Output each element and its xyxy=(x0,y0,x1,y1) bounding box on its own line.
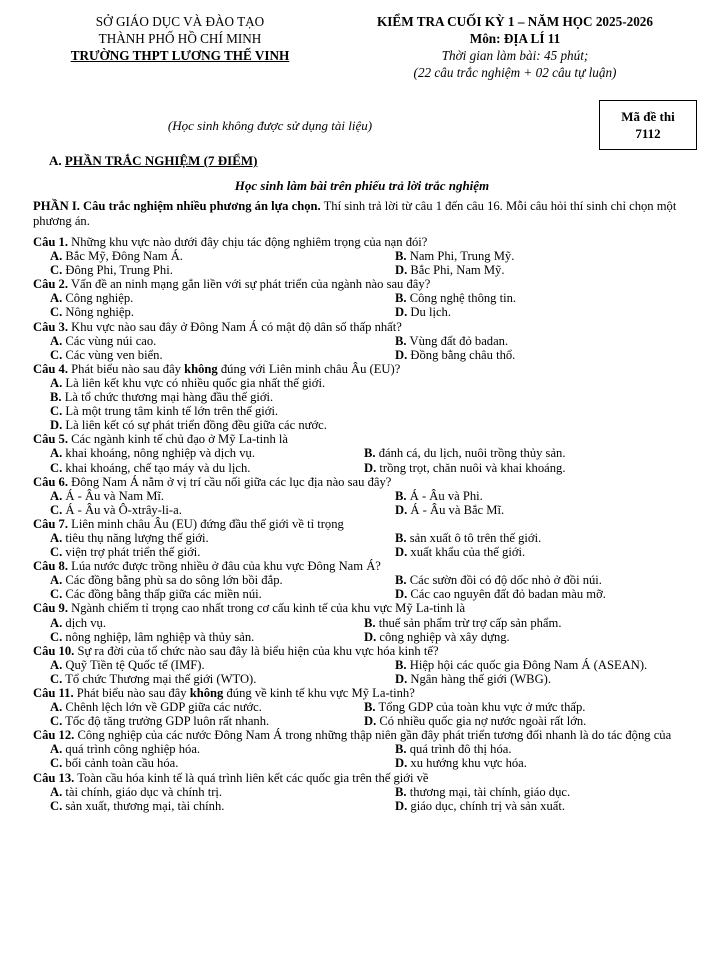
option-text: xu hướng khu vực hóa. xyxy=(410,756,527,771)
option-a xyxy=(33,616,347,630)
section-prefix: A. xyxy=(49,153,65,168)
question-stem xyxy=(33,559,698,573)
exam-title: KIỂM TRA CUỐI KỲ 1 – NĂM HỌC 2025-2026 xyxy=(377,14,653,29)
option-text: Đồng bằng châu thổ. xyxy=(410,347,516,362)
option-b xyxy=(347,616,561,630)
question-number: Câu 6. xyxy=(33,474,68,489)
option-letter: A. xyxy=(50,573,63,588)
option-d xyxy=(378,305,451,319)
option-letter: A. xyxy=(50,530,63,545)
option-text: giáo dục, chính trị và sản xuất. xyxy=(410,798,565,813)
option-letter: B. xyxy=(395,488,407,503)
option-letter: C. xyxy=(50,671,63,686)
option-d xyxy=(378,799,565,813)
question-5 xyxy=(33,432,698,474)
part-one-intro xyxy=(33,199,693,228)
question-emphasis: không xyxy=(189,686,224,700)
option-text: Công nghệ thông tin. xyxy=(409,291,517,306)
question-number: Câu 10. xyxy=(33,643,75,658)
option-b xyxy=(378,573,602,587)
option-letter: C. xyxy=(50,629,63,644)
option-d xyxy=(378,263,505,277)
no-materials-note: (Học sinh không được sử dụng tài liệu) xyxy=(167,118,373,133)
option-text: thương mại, tài chính, giáo dục. xyxy=(409,784,571,799)
option-letter: D. xyxy=(395,545,408,560)
question-stem xyxy=(33,771,698,785)
question-stem xyxy=(33,277,698,291)
option-letter: B. xyxy=(364,700,376,715)
question-emphasis: không xyxy=(184,361,218,376)
option-letter: A. xyxy=(50,249,63,264)
option-letter: A. xyxy=(50,615,63,630)
option-text: Quỹ Tiền tệ Quốc tế (IMF). xyxy=(65,657,205,672)
option-letter: B. xyxy=(364,446,376,461)
option-text: Là liên kết có sự phát triển đồng đều giữa các nước. xyxy=(65,418,327,433)
question-number: Câu 1. xyxy=(33,235,68,249)
option-b xyxy=(378,742,512,756)
option-text: Tổng GDP của toàn khu vực ở mức thấp. xyxy=(378,700,586,715)
question-10 xyxy=(33,644,698,686)
option-b xyxy=(378,334,508,348)
option-letter: C. xyxy=(50,404,63,419)
option-text: Á - Âu và Bắc Mĩ. xyxy=(410,502,505,517)
option-text: Du lịch. xyxy=(410,305,451,320)
option-text: khai khoáng, nông nghiệp và dịch vụ. xyxy=(65,446,255,461)
question-7 xyxy=(33,517,698,559)
option-text: viện trợ phát triển thế giới. xyxy=(65,545,201,560)
option-letter: D. xyxy=(364,460,377,475)
answer-sheet-instruction: Học sinh làm bài trên phiếu trả lời trắc nghiệm xyxy=(234,178,490,193)
option-c xyxy=(33,461,347,475)
option-text: Á - Âu và Phi. xyxy=(409,488,483,503)
option-d xyxy=(378,348,515,362)
option-c xyxy=(33,672,378,686)
question-text: Liên minh châu Âu (EU) đứng đầu thế giới về tỉ trọng xyxy=(71,516,344,531)
question-number: Câu 13. xyxy=(33,770,75,785)
option-text: quá trình công nghiệp hóa. xyxy=(65,742,201,757)
option-text: Ngân hàng thế giới (WBG). xyxy=(410,671,552,686)
option-b xyxy=(378,531,541,545)
option-text: Các vùng ven biển. xyxy=(65,347,163,362)
question-11 xyxy=(33,686,698,728)
option-text: Các đồng bằng thấp giữa các miền núi. xyxy=(65,587,262,602)
question-text-part: Phát biểu nào sau đây xyxy=(76,686,190,700)
option-text: Công nghiệp. xyxy=(65,291,134,306)
option-text: Các đồng bằng phù sa do sông lớn bồi đắp. xyxy=(65,573,283,588)
header-left xyxy=(30,13,330,64)
question-number: Câu 8. xyxy=(33,559,68,574)
option-text: Chênh lệch lớn về GDP giữa các nước. xyxy=(65,700,262,715)
exam-code-box xyxy=(599,100,697,150)
option-c xyxy=(33,714,347,728)
question-text: Sự ra đời của tổ chức nào sau đây là biểu hiện của khu vực hóa kinh tế? xyxy=(77,643,439,658)
option-letter: C. xyxy=(50,502,63,517)
option-a xyxy=(33,742,378,756)
option-letter: C. xyxy=(50,756,63,771)
option-c xyxy=(33,503,378,517)
option-a xyxy=(33,573,378,587)
question-stem xyxy=(33,517,698,531)
option-text: Vùng đất đỏ badan. xyxy=(409,333,509,348)
question-number: Câu 9. xyxy=(33,601,68,616)
option-letter: D. xyxy=(395,305,408,320)
option-d xyxy=(347,630,510,644)
option-letter: A. xyxy=(50,333,63,348)
option-text: Nam Phi, Trung Mỹ. xyxy=(409,249,515,264)
option-text: Là một trung tâm kinh tế lớn trên thế giới. xyxy=(65,404,279,419)
question-text-part: đúng với Liên minh châu Âu (EU)? xyxy=(217,361,401,376)
option-letter: C. xyxy=(50,545,63,560)
option-letter: C. xyxy=(50,305,63,320)
option-letter: D. xyxy=(395,671,408,686)
option-letter: C. xyxy=(50,263,63,278)
question-stem xyxy=(33,644,698,658)
option-letter: B. xyxy=(395,333,407,348)
option-letter: C. xyxy=(50,460,63,475)
option-text: Các vùng núi cao. xyxy=(65,333,157,348)
option-text: Là liên kết khu vực có nhiều quốc gia nhất thế giới. xyxy=(65,375,326,390)
question-text: Vấn đề an ninh mạng gắn liền với sự phát triển của ngành nào sau đây? xyxy=(70,277,431,292)
option-letter: B. xyxy=(395,742,407,757)
option-b xyxy=(378,249,514,263)
time-line: Thời gian làm bài: 45 phút; xyxy=(441,48,589,63)
question-text: Công nghiệp của các nước Đông Nam Á trong những thập niên gần đây phát triển tương đối nhanh là do tác động của xyxy=(77,728,672,743)
option-c xyxy=(33,587,378,601)
option-text: tài chính, giáo dục và chính trị. xyxy=(65,784,223,799)
option-text: trồng trọt, chăn nuôi và khai khoáng. xyxy=(379,460,566,475)
option-letter: A. xyxy=(50,784,63,799)
option-a xyxy=(33,489,378,503)
option-letter: B. xyxy=(395,657,407,672)
option-a xyxy=(33,658,378,672)
option-letter: D. xyxy=(395,347,408,362)
option-letter: B. xyxy=(395,291,407,306)
option-text: dịch vụ. xyxy=(65,615,106,630)
question-stem xyxy=(33,362,698,376)
option-d xyxy=(378,587,606,601)
option-text: Là tổ chức thương mại hàng đầu thế giới. xyxy=(64,390,274,405)
question-stem xyxy=(33,728,698,742)
department-line: SỞ GIÁO DỤC VÀ ĐÀO TẠO xyxy=(95,14,265,29)
question-6 xyxy=(33,475,698,517)
question-number: Câu 7. xyxy=(33,516,68,531)
option-letter: D. xyxy=(364,629,377,644)
option-b xyxy=(378,785,570,799)
question-number: Câu 3. xyxy=(33,319,68,334)
option-letter: C. xyxy=(50,587,63,602)
option-letter: A. xyxy=(50,657,63,672)
question-8 xyxy=(33,559,698,601)
exam-code: 7112 xyxy=(635,126,661,141)
option-letter: A. xyxy=(50,742,63,757)
option-a xyxy=(33,531,378,545)
option-d xyxy=(347,461,565,475)
option-b xyxy=(378,489,483,503)
question-12 xyxy=(33,728,698,770)
question-text xyxy=(71,362,400,376)
option-a xyxy=(33,376,378,390)
option-text: sản xuất ô tô trên thế giới. xyxy=(409,530,542,545)
option-c xyxy=(33,404,378,418)
option-d xyxy=(378,503,504,517)
city-line: THÀNH PHỐ HỒ CHÍ MINH xyxy=(98,31,262,46)
option-d xyxy=(378,545,525,559)
option-letter: B. xyxy=(395,249,407,264)
question-stem xyxy=(33,475,698,489)
option-text: nông nghiệp, lâm nghiệp và thủy sản. xyxy=(65,629,255,644)
school-name: TRƯỜNG THPT LƯƠNG THẾ VINH xyxy=(70,48,290,63)
option-text: xuất khẩu của thế giới. xyxy=(410,545,526,560)
question-13 xyxy=(33,771,698,813)
option-letter: D. xyxy=(395,502,408,517)
option-letter: D. xyxy=(395,756,408,771)
option-text: khai khoáng, chế tạo máy và du lịch. xyxy=(65,460,251,475)
option-letter: B. xyxy=(395,573,407,588)
option-a xyxy=(33,446,347,460)
option-text: Bắc Phi, Nam Mỹ. xyxy=(410,263,505,278)
option-text: sản xuất, thương mại, tài chính. xyxy=(65,798,225,813)
option-letter: D. xyxy=(395,587,408,602)
question-2 xyxy=(33,277,698,319)
option-letter: C. xyxy=(50,714,63,729)
option-letter: A. xyxy=(50,375,63,390)
part-text: Thí sinh trả lời từ câu 1 đến câu 16. Mỗi câu hỏi thí sinh chỉ chọn một phương án. xyxy=(33,199,677,228)
option-a xyxy=(33,785,378,799)
option-text: Các cao nguyên đất đỏ badan màu mỡ. xyxy=(410,587,606,602)
question-number: Câu 11. xyxy=(33,686,74,700)
option-a xyxy=(33,291,378,305)
question-stem xyxy=(33,320,698,334)
question-text xyxy=(77,686,415,700)
option-b xyxy=(378,658,647,672)
option-b xyxy=(378,291,516,305)
question-number: Câu 12. xyxy=(33,728,75,743)
option-text: tiêu thụ năng lượng thế giới. xyxy=(65,530,209,545)
option-b xyxy=(347,700,585,714)
question-text: Các ngành kinh tế chủ đạo ở Mỹ La-tinh là xyxy=(71,432,289,447)
option-letter: B. xyxy=(395,530,407,545)
option-d xyxy=(347,714,586,728)
option-d xyxy=(378,672,551,686)
option-letter: B. xyxy=(395,784,407,799)
option-text: Tốc độ tăng trưởng GDP luôn rất nhanh. xyxy=(65,714,270,729)
section-title: PHẦN TRẮC NGHIỆM (7 ĐIỂM) xyxy=(64,153,258,168)
question-9 xyxy=(33,601,698,643)
structure-line: (22 câu trắc nghiệm + 02 câu tự luận) xyxy=(413,65,617,80)
option-letter: B. xyxy=(364,615,376,630)
option-c xyxy=(33,545,378,559)
option-text: Nông nghiệp. xyxy=(65,305,134,320)
option-d xyxy=(33,418,378,432)
option-c xyxy=(33,348,378,362)
question-number: Câu 2. xyxy=(33,277,68,292)
option-a xyxy=(33,334,378,348)
option-text: Hiệp hội các quốc gia Đông Nam Á (ASEAN). xyxy=(409,657,648,672)
option-letter: A. xyxy=(50,700,63,715)
question-stem xyxy=(33,432,698,446)
option-text: Các sườn đồi có độ dốc nhỏ ở đồi núi. xyxy=(409,573,602,588)
question-4 xyxy=(33,362,698,432)
option-text: Tổ chức Thương mại thế giới (WTO). xyxy=(65,671,257,686)
question-stem xyxy=(33,686,698,700)
question-text: Khu vực nào sau đây ở Đông Nam Á có mật độ dân số thấp nhất? xyxy=(71,319,402,334)
option-text: đánh cá, du lịch, nuôi trồng thủy sản. xyxy=(378,446,566,461)
option-a xyxy=(33,700,347,714)
question-number: Câu 4. xyxy=(33,361,68,376)
option-letter: D. xyxy=(395,263,408,278)
option-text: Có nhiều quốc gia nợ nước ngoài rất lớn. xyxy=(379,714,587,729)
question-text-part: Phát biểu nào sau đây xyxy=(71,361,185,376)
question-text: Lúa nước được trồng nhiều ở đâu của khu vực Đông Nam Á? xyxy=(71,559,381,574)
question-text: Ngành chiếm tỉ trọng cao nhất trong cơ cấu kinh tế của khu vực Mỹ La-tinh là xyxy=(71,601,466,616)
question-text: Những khu vực nào dưới đây chịu tác động nghiêm trọng của nạn đói? xyxy=(71,235,428,249)
option-letter: D. xyxy=(364,714,377,729)
option-letter: A. xyxy=(50,488,63,503)
option-c xyxy=(33,263,378,277)
option-letter: D. xyxy=(395,798,408,813)
question-stem xyxy=(33,601,698,615)
option-letter: A. xyxy=(50,291,63,306)
question-1 xyxy=(33,235,698,277)
option-text: Đông Phi, Trung Phi. xyxy=(65,263,173,278)
part-title: PHẦN I. Câu trắc nghiệm nhiều phương án lựa chọn. xyxy=(33,199,321,213)
section-heading xyxy=(49,153,257,168)
question-text: Đông Nam Á nằm ở vị trí cầu nối giữa các lục địa nào sau đây? xyxy=(71,474,392,489)
exam-code-label: Mã đề thi xyxy=(621,109,675,124)
question-3 xyxy=(33,320,698,362)
question-text-part: đúng về kinh tế khu vực Mỹ La-tinh? xyxy=(223,686,415,700)
option-text: công nghiệp và xây dựng. xyxy=(379,629,510,644)
option-a xyxy=(33,249,378,263)
option-b xyxy=(33,390,378,404)
question-text: Toàn cầu hóa kinh tế là quá trình liên kết các quốc gia trên thế giới về xyxy=(77,770,429,785)
option-d xyxy=(378,756,527,770)
option-letter: D. xyxy=(50,418,63,433)
option-letter: A. xyxy=(50,446,63,461)
question-list xyxy=(33,235,698,813)
option-letter: C. xyxy=(50,798,63,813)
option-text: Á - Âu và Nam Mĩ. xyxy=(65,488,165,503)
option-c xyxy=(33,630,347,644)
subject-line: Môn: ĐỊA LÍ 11 xyxy=(469,31,561,46)
option-letter: B. xyxy=(50,390,62,405)
option-c xyxy=(33,305,378,319)
option-text: bối cảnh toàn cầu hóa. xyxy=(65,756,179,771)
option-text: Á - Âu và Ô-xtrây-li-a. xyxy=(65,502,182,517)
header-right xyxy=(335,13,695,81)
option-b xyxy=(347,446,566,460)
option-text: Bắc Mỹ, Đông Nam Á. xyxy=(65,249,183,264)
option-text: quá trình đô thị hóa. xyxy=(409,742,512,757)
question-stem xyxy=(33,235,698,249)
option-c xyxy=(33,799,378,813)
option-c xyxy=(33,756,378,770)
option-letter: C. xyxy=(50,347,63,362)
question-number: Câu 5. xyxy=(33,432,68,447)
option-text: thuế sản phẩm trừ trợ cấp sản phẩm. xyxy=(378,615,562,630)
